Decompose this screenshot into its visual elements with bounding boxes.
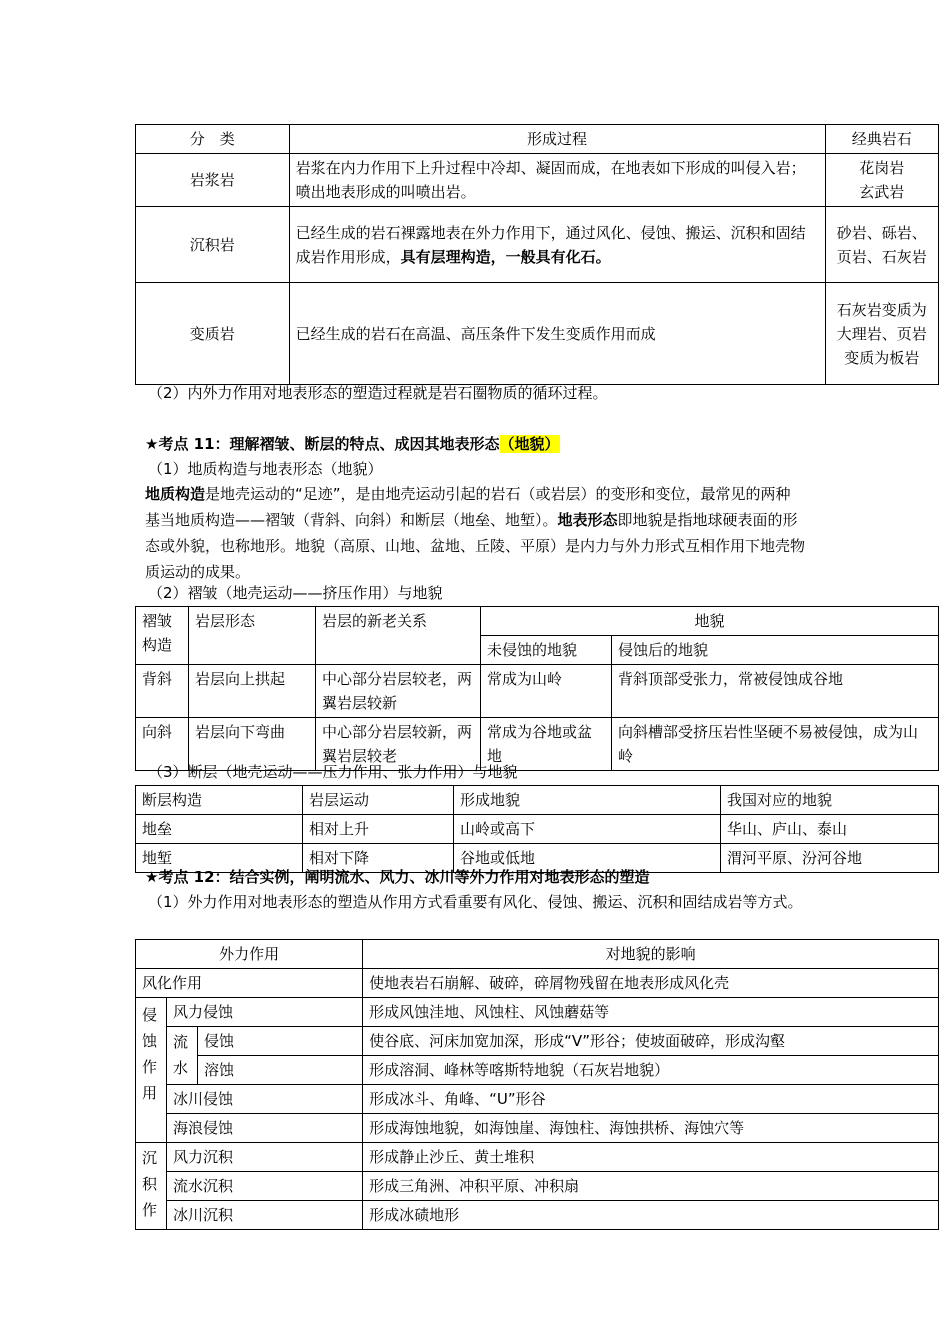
- force-name: 冰川沉积: [167, 1201, 363, 1230]
- table-header: 我国对应的地貌: [721, 786, 939, 815]
- fold-shape: 岩层向下弯曲: [189, 718, 316, 771]
- force-effect: 形成溶洞、峰林等喀斯特地貌（石灰岩地貌）: [363, 1056, 939, 1085]
- subsection-heading: （3）断层（地壳运动——压力作用、张力作用）与地貌: [148, 763, 518, 781]
- highlight-landform: （地貌）: [499, 435, 560, 453]
- force-name: 风力沉积: [167, 1143, 363, 1172]
- note-rock-cycle: （2）内外力作用对地表形态的塑造过程就是岩石圈物质的循环过程。: [148, 384, 608, 402]
- force-name: 冰川侵蚀: [167, 1085, 363, 1114]
- table-cell: 相对下降: [303, 844, 454, 873]
- rock-type: 岩浆岩: [136, 154, 290, 207]
- rock-process: 已经生成的岩石裸露地表在外力作用下，通过风化、侵蚀、搬运、沉积和固结成岩作用形成，具有层理构造，一般具有化石。: [289, 207, 825, 283]
- rock-type-table: [135, 124, 939, 385]
- table-header: 分 类: [136, 125, 290, 154]
- force-effect: 形成三角洲、冲积平原、冲积扇: [363, 1172, 939, 1201]
- force-effect: 使地表岩石崩解、破碎，碎屑物残留在地表形成风化壳: [363, 969, 939, 998]
- force-effect: 使谷底、河床加宽加深，形成“V”形谷；使坡面破碎，形成沟壑: [363, 1027, 939, 1056]
- table-cell: 相对上升: [303, 815, 454, 844]
- rock-example: 花岗岩 玄武岩: [825, 154, 938, 207]
- fold-type: 向斜: [136, 718, 189, 771]
- fold-type: 背斜: [136, 665, 189, 718]
- section-title-12: ★考点 12：结合实例，阐明流水、风力、冰川等外力作用对地表形态的塑造: [145, 868, 650, 886]
- rock-example: 砂岩、砾岩、页岩、石灰岩: [825, 207, 938, 283]
- table-cell: 地垒: [136, 815, 303, 844]
- table-header: 外力作用: [136, 940, 363, 969]
- rock-process-emphasis: 具有层理构造，一般具有化石。: [400, 247, 611, 266]
- table-header: 岩层的新老关系: [316, 607, 481, 665]
- fold-age: 中心部分岩层较新，两翼岩层较老: [316, 718, 481, 771]
- term: 地表形态: [557, 511, 618, 529]
- table-header: 岩层运动: [303, 786, 454, 815]
- external-force-table: [135, 939, 939, 1230]
- rock-example: 石灰岩变质为大理岩、页岩变质为板岩: [825, 283, 938, 385]
- force-subgroup: 流水: [167, 1027, 198, 1085]
- force-name: 风化作用: [136, 969, 363, 998]
- force-group: 侵蚀作用: [136, 998, 167, 1143]
- force-effect: 形成冰碛地形: [363, 1201, 939, 1230]
- force-group: 沉积作: [136, 1143, 167, 1230]
- table-header: 未侵蚀的地貌: [481, 636, 612, 665]
- subsection-heading: （1）地质构造与地表形态（地貌）: [148, 460, 383, 478]
- table-cell: 渭河平原、汾河谷地: [721, 844, 939, 873]
- table-header: 形成过程: [289, 125, 825, 154]
- table-cell: 地堑: [136, 844, 303, 873]
- term: 地质构造: [145, 485, 206, 503]
- paragraph: 地质构造是地壳运动的“足迹”，是由地壳运动引起的岩石（或岩层）的变形和变位，最常见的两种基当地质构造——褶皱（背斜、向斜）和断层（地垒、地堑）。地表形态即地貌是指地球硬表面的形态或外貌，也称地形。地貌（高原、山地、盆地、丘陵、平原）是内力与外力形式互相作用下地壳物质运动的成果。: [145, 485, 806, 581]
- force-name: 风力侵蚀: [167, 998, 363, 1027]
- table-cell: 山岭或高下: [454, 815, 721, 844]
- table-header: 对地貌的影响: [363, 940, 939, 969]
- force-effect: 形成海蚀地貌，如海蚀崖、海蚀柱、海蚀拱桥、海蚀穴等: [363, 1114, 939, 1143]
- paragraph: （1）外力作用对地表形态的塑造从作用方式看重要有风化、侵蚀、搬运、沉积和固结成岩等方式。: [148, 893, 803, 911]
- rock-type: 沉积岩: [136, 207, 290, 283]
- force-name: 海浪侵蚀: [167, 1114, 363, 1143]
- fold-uneroded: 常成为谷地或盆地: [481, 718, 612, 771]
- force-effect: 形成静止沙丘、黄土堆积: [363, 1143, 939, 1172]
- force-effect: 形成冰斗、角峰、“U”形谷: [363, 1085, 939, 1114]
- fold-eroded: 向斜槽部受挤压岩性坚硬不易被侵蚀，成为山岭: [612, 718, 939, 771]
- fold-uneroded: 常成为山岭: [481, 665, 612, 718]
- section-title-11: ★考点 11：理解褶皱、断层的特点、成因其地表形态（地貌）: [145, 435, 560, 453]
- fault-table: [135, 785, 939, 873]
- rock-process: 岩浆在内力作用下上升过程中冷却、凝固而成，在地表如下形成的叫侵入岩；喷出地表形成的叫喷出岩。: [289, 154, 825, 207]
- force-name: 溶蚀: [198, 1056, 363, 1085]
- subsection-heading: （2）褶皱（地壳运动——挤压作用）与地貌: [148, 584, 443, 602]
- fold-shape: 岩层向上拱起: [189, 665, 316, 718]
- table-cell: 华山、庐山、泰山: [721, 815, 939, 844]
- table-header: 岩层形态: [189, 607, 316, 665]
- table-header: 地貌: [481, 607, 939, 636]
- fold-age: 中心部分岩层较老，两翼岩层较新: [316, 665, 481, 718]
- table-cell: 谷地或低地: [454, 844, 721, 873]
- fold-table: [135, 606, 939, 771]
- fold-eroded: 背斜顶部受张力，常被侵蚀成谷地: [612, 665, 939, 718]
- rock-type: 变质岩: [136, 283, 290, 385]
- force-effect: 形成风蚀洼地、风蚀柱、风蚀蘑菇等: [363, 998, 939, 1027]
- table-header: 侵蚀后的地貌: [612, 636, 939, 665]
- table-header: 经典岩石: [825, 125, 938, 154]
- force-name: 流水沉积: [167, 1172, 363, 1201]
- table-header: 褶皱构造: [136, 607, 189, 665]
- rock-process: 已经生成的岩石在高温、高压条件下发生变质作用而成: [289, 283, 825, 385]
- table-header: 形成地貌: [454, 786, 721, 815]
- force-name: 侵蚀: [198, 1027, 363, 1056]
- table-header: 断层构造: [136, 786, 303, 815]
